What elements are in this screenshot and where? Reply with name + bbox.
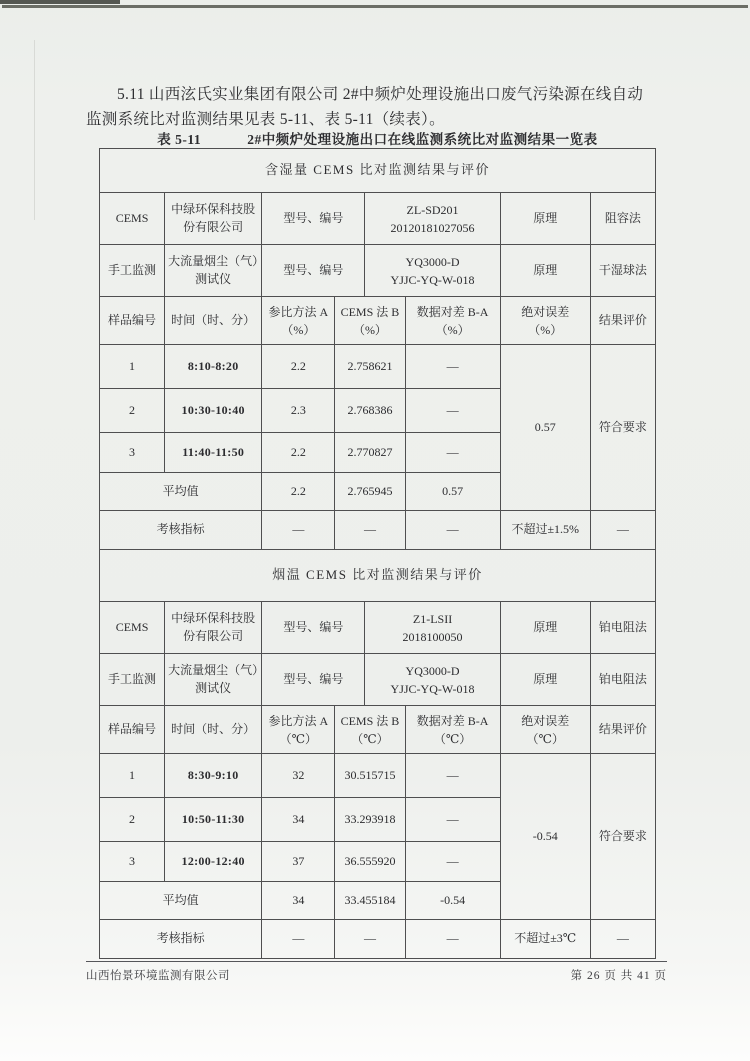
model-number: ZL-SD201 bbox=[406, 202, 459, 217]
data-row bbox=[100, 754, 656, 798]
assessment-label: 考核指标 bbox=[100, 511, 262, 550]
model-number: Z1-LSII bbox=[412, 611, 453, 626]
scan-edge-artifact bbox=[0, 0, 120, 4]
assessment-cems: — bbox=[335, 511, 405, 550]
model-number: YQ3000-D bbox=[405, 254, 460, 269]
equipment-role: 手工监测 bbox=[100, 245, 165, 297]
intro-paragraph bbox=[86, 82, 668, 132]
model-label: 型号、编号 bbox=[262, 602, 365, 654]
model-serial bbox=[365, 193, 500, 245]
scan-shadow-artifact bbox=[34, 40, 35, 220]
model-number: YQ3000-D bbox=[405, 663, 460, 678]
diff-value: — bbox=[405, 798, 500, 842]
assessment-limit: 不超过±3℃ bbox=[500, 920, 590, 959]
average-ref: 2.2 bbox=[262, 473, 335, 511]
section-title-row bbox=[100, 149, 656, 193]
time-range: 12:00-12:40 bbox=[165, 842, 262, 882]
ref-value: 32 bbox=[262, 754, 335, 798]
header-cems-method: CEMS 法 B （℃） bbox=[335, 706, 405, 754]
principle-value: 阻容法 bbox=[590, 193, 655, 245]
model-serial bbox=[365, 602, 500, 654]
average-label: 平均值 bbox=[100, 882, 262, 920]
equipment-device: 大流量烟尘（气）测试仪 bbox=[165, 245, 262, 297]
equipment-row bbox=[100, 602, 656, 654]
ref-value: 37 bbox=[262, 842, 335, 882]
time-range: 10:30-10:40 bbox=[165, 389, 262, 433]
assessment-ref: — bbox=[262, 511, 335, 550]
column-header-row bbox=[100, 706, 656, 754]
average-ref: 34 bbox=[262, 882, 335, 920]
equipment-device: 中绿环保科技股份有限公司 bbox=[165, 602, 262, 654]
abs-error-merged: 0.57 bbox=[500, 345, 590, 511]
sample-no: 1 bbox=[100, 345, 165, 389]
model-serial bbox=[365, 654, 500, 706]
sample-no: 3 bbox=[100, 842, 165, 882]
principle-value: 铂电阻法 bbox=[590, 602, 655, 654]
intro-line-1: 5.11 山西泫氏实业集团有限公司 2#中频炉处理设施出口废气污染源在线自动 bbox=[117, 86, 644, 103]
header-data-diff: 数据对差 B-A （%） bbox=[405, 297, 500, 345]
average-label: 平均值 bbox=[100, 473, 262, 511]
principle-label: 原理 bbox=[500, 654, 590, 706]
header-time: 时间（时、分） bbox=[165, 706, 262, 754]
assessment-result: — bbox=[590, 511, 655, 550]
diff-value: — bbox=[405, 345, 500, 389]
abs-error-merged: -0.54 bbox=[500, 754, 590, 920]
assessment-diff: — bbox=[405, 920, 500, 959]
header-ref-method: 参比方法 A （%） bbox=[262, 297, 335, 345]
sample-no: 1 bbox=[100, 754, 165, 798]
sample-no: 3 bbox=[100, 433, 165, 473]
model-label: 型号、编号 bbox=[262, 193, 365, 245]
comparison-table bbox=[99, 148, 656, 959]
serial-number: YJJC-YQ-W-018 bbox=[390, 681, 475, 696]
header-result: 结果评价 bbox=[590, 706, 655, 754]
equipment-role: CEMS bbox=[100, 193, 165, 245]
result-merged: 符合要求 bbox=[590, 345, 655, 511]
ref-value: 34 bbox=[262, 798, 335, 842]
header-abs-error: 绝对误差 （%） bbox=[500, 297, 590, 345]
principle-label: 原理 bbox=[500, 193, 590, 245]
equipment-row bbox=[100, 193, 656, 245]
principle-value: 铂电阻法 bbox=[590, 654, 655, 706]
result-merged: 符合要求 bbox=[590, 754, 655, 920]
diff-value: — bbox=[405, 433, 500, 473]
assessment-result: — bbox=[590, 920, 655, 959]
equipment-device: 大流量烟尘（气）测试仪 bbox=[165, 654, 262, 706]
equipment-role: 手工监测 bbox=[100, 654, 165, 706]
section-title-row bbox=[100, 550, 656, 602]
table-number: 表 5-11 bbox=[157, 132, 202, 147]
header-data-diff: 数据对差 B-A （℃） bbox=[405, 706, 500, 754]
equipment-role: CEMS bbox=[100, 602, 165, 654]
average-diff: -0.54 bbox=[405, 882, 500, 920]
cems-value: 2.768386 bbox=[335, 389, 405, 433]
cems-value: 36.555920 bbox=[335, 842, 405, 882]
time-range: 8:10-8:20 bbox=[165, 345, 262, 389]
header-sample-no: 样品编号 bbox=[100, 706, 165, 754]
ref-value: 2.3 bbox=[262, 389, 335, 433]
model-label: 型号、编号 bbox=[262, 654, 365, 706]
assessment-ref: — bbox=[262, 920, 335, 959]
average-cems: 33.455184 bbox=[335, 882, 405, 920]
principle-label: 原理 bbox=[500, 602, 590, 654]
assessment-label: 考核指标 bbox=[100, 920, 262, 959]
time-range: 11:40-11:50 bbox=[165, 433, 262, 473]
section-title: 含湿量 CEMS 比对监测结果与评价 bbox=[100, 149, 656, 193]
scan-edge-artifact bbox=[2, 5, 748, 8]
sample-no: 2 bbox=[100, 798, 165, 842]
footer-page-number: 第 26 页 共 41 页 bbox=[570, 970, 667, 982]
assessment-cems: — bbox=[335, 920, 405, 959]
header-sample-no: 样品编号 bbox=[100, 297, 165, 345]
header-result: 结果评价 bbox=[590, 297, 655, 345]
header-time: 时间（时、分） bbox=[165, 297, 262, 345]
assessment-limit: 不超过±1.5% bbox=[500, 511, 590, 550]
average-diff: 0.57 bbox=[405, 473, 500, 511]
time-range: 10:50-11:30 bbox=[165, 798, 262, 842]
equipment-row bbox=[100, 245, 656, 297]
assessment-diff: — bbox=[405, 511, 500, 550]
header-ref-method: 参比方法 A （℃） bbox=[262, 706, 335, 754]
column-header-row bbox=[100, 297, 656, 345]
section-title: 烟温 CEMS 比对监测结果与评价 bbox=[100, 550, 656, 602]
model-label: 型号、编号 bbox=[262, 245, 365, 297]
average-cems: 2.765945 bbox=[335, 473, 405, 511]
serial-number: YJJC-YQ-W-018 bbox=[390, 272, 475, 287]
equipment-row bbox=[100, 654, 656, 706]
diff-value: — bbox=[405, 754, 500, 798]
ref-value: 2.2 bbox=[262, 433, 335, 473]
equipment-device: 中绿环保科技股份有限公司 bbox=[165, 193, 262, 245]
diff-value: — bbox=[405, 842, 500, 882]
model-serial bbox=[365, 245, 500, 297]
intro-line-2: 监测系统比对监测结果见表 5-11、表 5-11（续表）。 bbox=[86, 111, 445, 128]
time-range: 8:30-9:10 bbox=[165, 754, 262, 798]
sample-no: 2 bbox=[100, 389, 165, 433]
data-row bbox=[100, 345, 656, 389]
footer-divider bbox=[86, 961, 667, 962]
table-caption bbox=[99, 128, 656, 148]
assessment-row bbox=[100, 511, 656, 550]
header-abs-error: 绝对误差 （℃） bbox=[500, 706, 590, 754]
principle-label: 原理 bbox=[500, 245, 590, 297]
serial-number: 20120181027056 bbox=[390, 220, 475, 235]
diff-value: — bbox=[405, 389, 500, 433]
serial-number: 2018100050 bbox=[402, 629, 463, 644]
cems-value: 2.758621 bbox=[335, 345, 405, 389]
cems-value: 33.293918 bbox=[335, 798, 405, 842]
header-cems-method: CEMS 法 B （%） bbox=[335, 297, 405, 345]
cems-value: 2.770827 bbox=[335, 433, 405, 473]
ref-value: 2.2 bbox=[262, 345, 335, 389]
assessment-row bbox=[100, 920, 656, 959]
principle-value: 干湿球法 bbox=[590, 245, 655, 297]
table-title: 2#中频炉处理设施出口在线监测系统比对监测结果一览表 bbox=[247, 132, 598, 147]
footer-company: 山西怡景环境监测有限公司 bbox=[86, 970, 230, 982]
cems-value: 30.515715 bbox=[335, 754, 405, 798]
